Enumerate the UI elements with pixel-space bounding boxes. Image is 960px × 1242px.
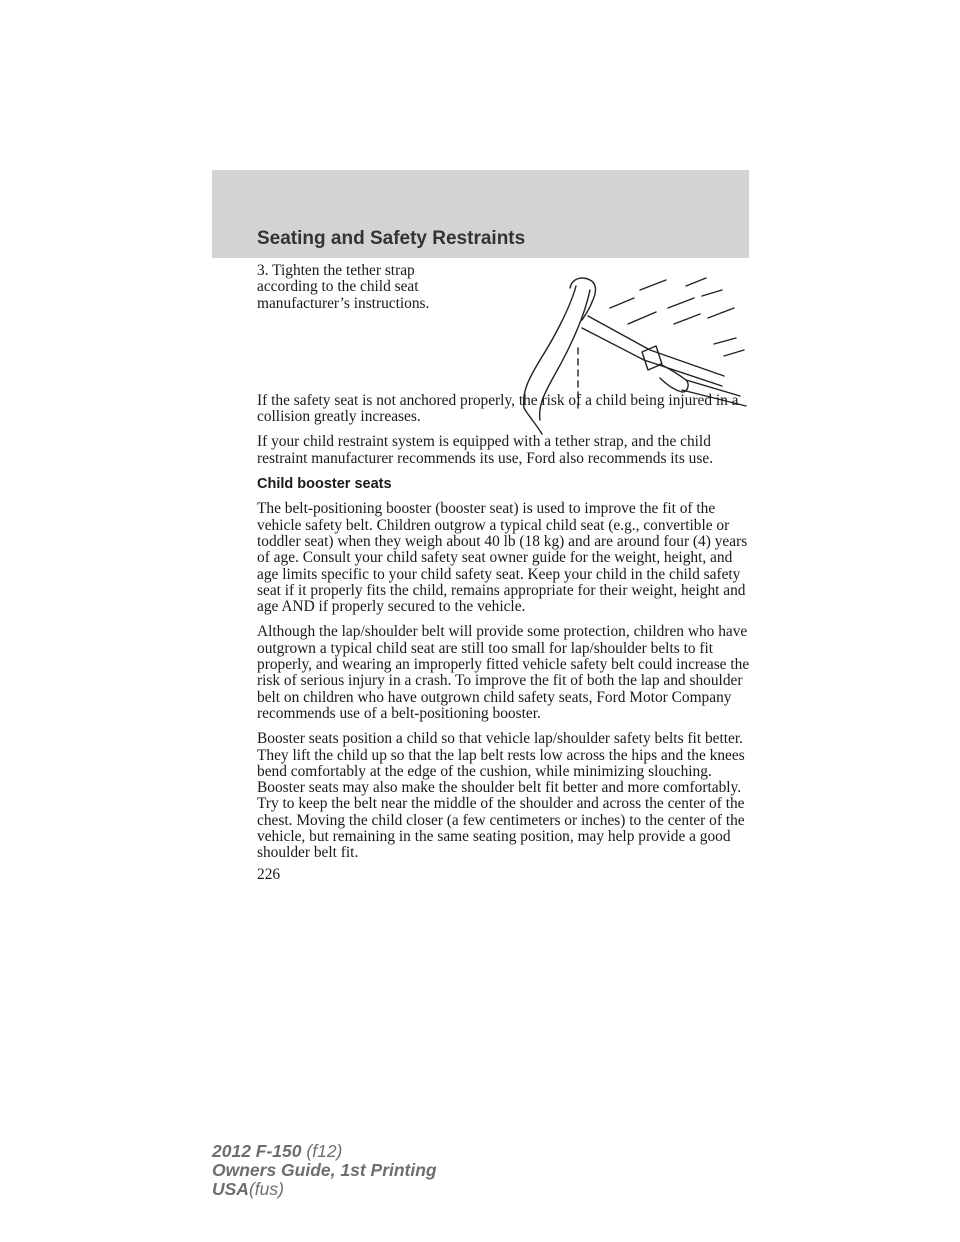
shelf-dash — [714, 338, 736, 344]
footer-market-code: (fus) — [248, 1179, 284, 1199]
seatback-inner-line — [540, 290, 590, 420]
tether-hook — [660, 364, 688, 392]
footer-line-guide — [212, 1161, 437, 1180]
step-3-text: 3. Tighten the tether strap according to the child seat manufacturer’s instructions. — [257, 262, 430, 312]
shelf-dash — [686, 278, 706, 286]
footer-guide: Owners Guide, 1st Printing — [212, 1160, 437, 1180]
section-header-band — [212, 170, 749, 258]
tether-strap-bottom — [582, 328, 722, 386]
footer-line-model — [212, 1142, 437, 1161]
shelf-dash — [708, 308, 734, 318]
paragraph-booster-intro: The belt-positioning booster (booster seat) is used to improve the fit of the vehicle safety belt. Children outgrow a typical child seat (e.g., convertible or toddler seat) when they weigh about 40 lb (18 kg) and are around four (4) years of age. Consult your child safety seat owner guide for the weight, height, and age limits specific to your child safety seat. Keep your child in the child safety seat if it properly fits the child, remains appropriate for their weight, height and age AND if properly secured to the vehicle. — [257, 500, 748, 616]
footer-model-code: (f12) — [306, 1141, 343, 1161]
footer-model: 2012 F-150 — [212, 1141, 302, 1161]
shelf-dash — [640, 280, 666, 290]
shelf-dash — [702, 290, 722, 296]
shelf-dash — [668, 298, 694, 308]
paragraph-booster-position: Booster seats position a child so that vehicle lap/shoulder safety belts fit better. They lift the child up so that the lap belt rests low across the hips and the knees bend comfortably at the edge of the cushion, while minimizing slouching. Booster seats may also make the shoulder belt fit better and more comfortably. Try to keep the belt near the middle of the shoulder and across the center of the chest. Moving the child closer (a few centimeters or inches) to the center of the vehicle, but remaining in the same seating position, may help provide a good shoulder belt fit. — [257, 730, 745, 862]
paragraph-lap-shoulder: Although the lap/shoulder belt will provide some protection, children who have outgrown a typical child seat are still too small for lap/shoulder belts to fit properly, and wearing an improperly fitted vehicle safety belt could increase the risk of serious injury in a crash. To improve the fit of both the lap and shoulder belt on children who have outgrown child safety seats, Ford Motor Company recommends use of a belt-positioning booster. — [257, 623, 750, 722]
seatback-outline — [524, 286, 576, 434]
tether-strap-illustration — [510, 268, 750, 438]
shelf-dash — [674, 314, 700, 324]
footer-line-market — [212, 1180, 437, 1199]
paragraph-tether: If your child restraint system is equipped with a tether strap, and the child restraint manufacturer recommends its use, Ford also recommends its use. — [257, 433, 714, 467]
subheading-booster-seats: Child booster seats — [257, 476, 392, 493]
page-number: 226 — [257, 865, 281, 883]
paragraph-risk: If the safety seat is not anchored properly, the risk of a child being injured in a collision greatly increases. — [257, 391, 739, 426]
anchor-line — [682, 390, 746, 406]
shelf-dash — [724, 350, 744, 356]
tether-adjuster — [642, 346, 662, 370]
document-footer — [212, 1142, 437, 1199]
section-title: Seating and Safety Restraints — [257, 228, 526, 249]
shelf-dash — [610, 298, 634, 308]
shelf-dash — [628, 312, 656, 324]
footer-market: USA — [212, 1179, 249, 1199]
